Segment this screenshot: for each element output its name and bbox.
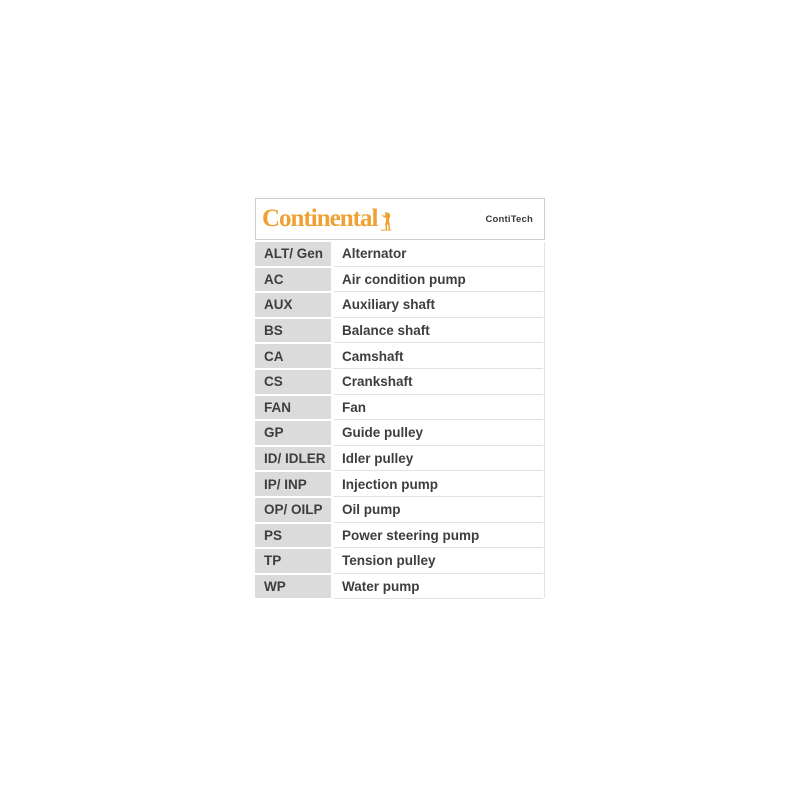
abbreviation-cell: PS — [255, 524, 331, 548]
abbreviation-cell: BS — [255, 319, 331, 343]
legend-row — [255, 472, 544, 496]
legend-row — [255, 524, 544, 548]
legend-row — [255, 575, 544, 599]
legend-row — [255, 498, 544, 522]
abbreviation-legend-card — [255, 198, 545, 600]
abbreviation-cell: FAN — [255, 396, 331, 420]
abbreviation-cell: CS — [255, 370, 331, 394]
contitech-logo: ContiTech — [485, 213, 533, 225]
legend-row — [255, 396, 544, 420]
abbreviation-cell: IP/ INP — [255, 472, 331, 496]
description-cell: Injection pump — [333, 472, 544, 496]
abbreviation-cell: AC — [255, 268, 331, 292]
abbreviation-cell: OP/ OILP — [255, 498, 331, 522]
description-cell: Power steering pump — [333, 524, 544, 548]
description-cell: Idler pulley — [333, 447, 544, 471]
legend-row — [255, 344, 544, 368]
description-cell: Auxiliary shaft — [333, 293, 544, 317]
description-cell: Balance shaft — [333, 319, 544, 343]
description-cell: Air condition pump — [333, 268, 544, 292]
description-cell: Water pump — [333, 575, 544, 599]
legend-row — [255, 268, 544, 292]
description-cell: Guide pulley — [333, 421, 544, 445]
description-cell: Camshaft — [333, 344, 544, 368]
brand-header — [255, 198, 545, 240]
abbreviation-cell: WP — [255, 575, 331, 599]
legend-row — [255, 421, 544, 445]
abbreviation-cell: ALT/ Gen — [255, 242, 331, 266]
legend-row — [255, 293, 544, 317]
legend-row — [255, 242, 544, 266]
continental-wordmark: Continental — [262, 205, 378, 232]
rearing-horse-icon — [380, 211, 395, 231]
abbreviation-cell: ID/ IDLER — [255, 447, 331, 471]
legend-row — [255, 319, 544, 343]
description-cell: Alternator — [333, 242, 544, 266]
legend-row — [255, 549, 544, 573]
description-cell: Tension pulley — [333, 549, 544, 573]
abbreviation-cell: TP — [255, 549, 331, 573]
description-cell: Oil pump — [333, 498, 544, 522]
description-cell: Fan — [333, 396, 544, 420]
legend-table — [255, 242, 545, 598]
abbreviation-cell: AUX — [255, 293, 331, 317]
legend-row — [255, 370, 544, 394]
abbreviation-cell: GP — [255, 421, 331, 445]
abbreviation-cell: CA — [255, 344, 331, 368]
legend-row — [255, 447, 544, 471]
description-cell: Crankshaft — [333, 370, 544, 394]
continental-logo — [262, 206, 395, 232]
